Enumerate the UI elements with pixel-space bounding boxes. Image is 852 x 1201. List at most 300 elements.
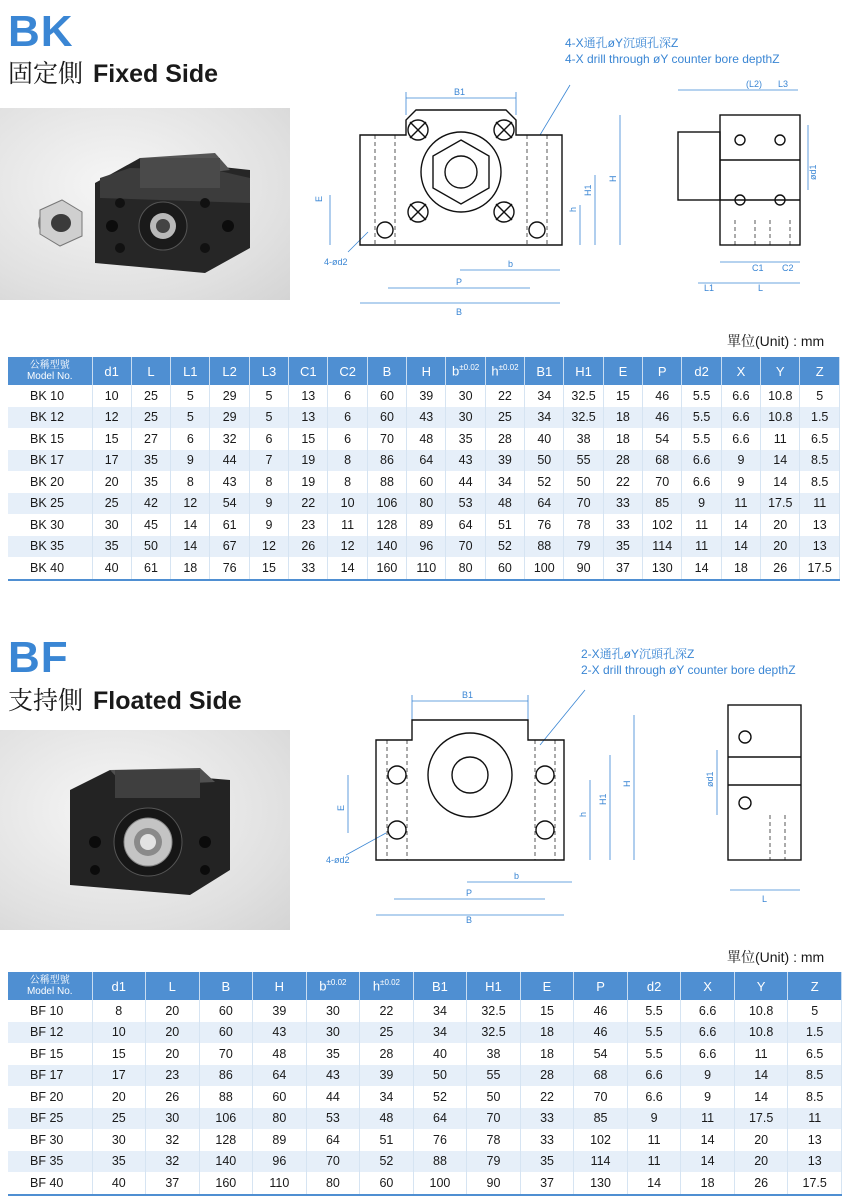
value-cell: 6 (328, 385, 367, 407)
value-cell: 35 (92, 536, 131, 558)
value-cell: 60 (367, 385, 406, 407)
value-cell: 11 (681, 1108, 735, 1130)
value-cell: 140 (199, 1151, 253, 1173)
bf-dim-B1: B1 (462, 690, 474, 700)
value-cell: 80 (446, 557, 485, 580)
value-cell: 106 (199, 1108, 253, 1130)
value-cell: 32.5 (467, 1000, 521, 1022)
value-cell: 60 (485, 557, 524, 580)
column-header-z: Z (788, 972, 842, 1000)
value-cell: 11 (627, 1129, 681, 1151)
table-row (8, 493, 840, 515)
table-row (8, 450, 840, 472)
value-cell: 34 (485, 471, 524, 493)
value-cell: 14 (761, 471, 800, 493)
model-header (8, 972, 92, 1000)
value-cell: 52 (360, 1151, 414, 1173)
value-cell: 80 (253, 1108, 307, 1130)
value-cell: 53 (306, 1108, 360, 1130)
value-cell: 12 (171, 493, 210, 515)
value-cell: 33 (520, 1108, 574, 1130)
value-cell: 30 (446, 407, 485, 429)
value-cell: 60 (360, 1172, 414, 1195)
value-cell: 12 (249, 536, 288, 558)
column-header-b: B (199, 972, 253, 1000)
value-cell: 46 (643, 385, 682, 407)
value-cell: 17.5 (761, 493, 800, 515)
value-cell: 89 (407, 514, 446, 536)
value-cell: 80 (306, 1172, 360, 1195)
value-cell: 90 (467, 1172, 521, 1195)
bf-table-header-row (8, 972, 842, 1000)
value-cell: 52 (413, 1086, 467, 1108)
value-cell: 11 (788, 1108, 842, 1130)
value-cell: 40 (92, 557, 131, 580)
table-row (8, 407, 840, 429)
value-cell: 22 (360, 1000, 414, 1022)
value-cell: 60 (199, 1000, 253, 1022)
value-cell: 55 (564, 450, 603, 472)
value-cell: 76 (525, 514, 564, 536)
value-cell: 5 (800, 385, 840, 407)
value-cell: 11 (328, 514, 367, 536)
value-cell: 25 (131, 385, 170, 407)
value-cell: 38 (467, 1043, 521, 1065)
value-cell: 48 (253, 1043, 307, 1065)
value-cell: 15 (92, 1043, 146, 1065)
bf-spec-table (8, 972, 842, 1196)
value-cell: 28 (360, 1043, 414, 1065)
value-cell: 30 (92, 514, 131, 536)
value-cell: 64 (446, 514, 485, 536)
bk-dim-L1: L1 (704, 283, 715, 293)
value-cell: 32 (210, 428, 249, 450)
value-cell: 19 (289, 471, 328, 493)
column-header-p: P (643, 357, 682, 385)
bk-callout-zh: 4-X通孔øY沉頭孔深Z (565, 36, 679, 50)
bf-subtitle (8, 688, 242, 714)
value-cell: 10.8 (761, 385, 800, 407)
value-cell: 32.5 (564, 385, 603, 407)
value-cell: 38 (564, 428, 603, 450)
value-cell: 11 (682, 536, 721, 558)
bf-dim-B: B (466, 915, 473, 925)
value-cell: 130 (574, 1172, 628, 1195)
value-cell: 50 (564, 471, 603, 493)
table-row (8, 1022, 842, 1044)
column-header-x: X (721, 357, 760, 385)
model-cell: BK 25 (8, 493, 92, 515)
bf-callout-en: 2-X drill through øY counter bore depthZ (581, 663, 796, 677)
bf-dimension-drawing (300, 685, 845, 925)
value-cell: 18 (520, 1022, 574, 1044)
value-cell: 33 (603, 514, 642, 536)
value-cell: 50 (131, 536, 170, 558)
value-cell: 43 (210, 471, 249, 493)
table-row (8, 1043, 842, 1065)
bf-dim-h: h (578, 811, 588, 817)
value-cell: 70 (574, 1086, 628, 1108)
value-cell: 39 (407, 385, 446, 407)
value-cell: 8 (92, 1000, 146, 1022)
value-cell: 18 (721, 557, 760, 580)
value-cell: 10.8 (734, 1000, 788, 1022)
value-cell: 34 (413, 1022, 467, 1044)
value-cell: 35 (520, 1151, 574, 1173)
value-cell: 40 (525, 428, 564, 450)
column-header-l: L (146, 972, 200, 1000)
value-cell: 9 (721, 471, 760, 493)
value-cell: 52 (525, 471, 564, 493)
value-cell: 6.6 (681, 1043, 735, 1065)
value-cell: 64 (253, 1065, 307, 1087)
column-header-c2: C2 (328, 357, 367, 385)
value-cell: 53 (446, 493, 485, 515)
value-cell: 11 (800, 493, 840, 515)
value-cell: 100 (525, 557, 564, 580)
value-cell: 37 (520, 1172, 574, 1195)
value-cell: 89 (253, 1129, 307, 1151)
value-cell: 6.6 (627, 1065, 681, 1087)
column-header-d1: d1 (92, 357, 131, 385)
bk-subtitle (8, 61, 218, 87)
bf-subtitle-en: Floated Side (93, 687, 242, 715)
value-cell: 20 (761, 536, 800, 558)
value-cell: 15 (92, 428, 131, 450)
bk-subtitle-zh: 固定側 (8, 59, 84, 88)
column-header-b1: B1 (525, 357, 564, 385)
value-cell: 10.8 (761, 407, 800, 429)
value-cell: 8.5 (788, 1065, 842, 1087)
model-cell: BK 17 (8, 450, 92, 472)
table-row (8, 1151, 842, 1173)
value-cell: 6.6 (682, 471, 721, 493)
value-cell: 70 (367, 428, 406, 450)
bf-dim-H: H (622, 780, 632, 787)
bk-dim-C1: C1 (752, 263, 764, 273)
value-cell: 48 (360, 1108, 414, 1130)
value-cell: 8 (328, 471, 367, 493)
value-cell: 5 (249, 385, 288, 407)
value-cell: 85 (574, 1108, 628, 1130)
value-cell: 22 (603, 471, 642, 493)
value-cell: 50 (525, 450, 564, 472)
value-cell: 35 (306, 1043, 360, 1065)
value-cell: 88 (367, 471, 406, 493)
column-header-h: H (407, 357, 446, 385)
value-cell: 45 (131, 514, 170, 536)
column-header-h: $h^{\pm 0.02}$ (360, 972, 414, 1000)
value-cell: 20 (92, 1086, 146, 1108)
value-cell: 5.5 (682, 428, 721, 450)
value-cell: 28 (485, 428, 524, 450)
bk-dim-H: H (608, 175, 618, 182)
value-cell: 14 (734, 1065, 788, 1087)
value-cell: 14 (682, 557, 721, 580)
value-cell: 51 (485, 514, 524, 536)
value-cell: 110 (253, 1172, 307, 1195)
value-cell: 32.5 (467, 1022, 521, 1044)
value-cell: 64 (306, 1129, 360, 1151)
bk-dim-B: B (456, 307, 463, 317)
value-cell: 20 (761, 514, 800, 536)
value-cell: 18 (681, 1172, 735, 1195)
value-cell: 64 (407, 450, 446, 472)
value-cell: 43 (253, 1022, 307, 1044)
bf-unit-en: (Unit) : mm (755, 949, 825, 965)
value-cell: 55 (467, 1065, 521, 1087)
value-cell: 8 (171, 471, 210, 493)
model-cell: BK 12 (8, 407, 92, 429)
value-cell: 34 (413, 1000, 467, 1022)
value-cell: 32 (146, 1129, 200, 1151)
value-cell: 9 (249, 514, 288, 536)
value-cell: 32 (146, 1151, 200, 1173)
value-cell: 13 (788, 1129, 842, 1151)
bk-table-header-row (8, 357, 840, 385)
value-cell: 130 (643, 557, 682, 580)
bk-subtitle-en: Fixed Side (93, 60, 219, 88)
bk-dim-h: h (568, 206, 578, 212)
model-cell: BF 10 (8, 1000, 92, 1022)
value-cell: 35 (446, 428, 485, 450)
value-cell: 88 (525, 536, 564, 558)
value-cell: 6.6 (681, 1022, 735, 1044)
value-cell: 9 (682, 493, 721, 515)
value-cell: 11 (761, 428, 800, 450)
column-header-b1: B1 (413, 972, 467, 1000)
table-row (8, 428, 840, 450)
bk-table-body (8, 385, 840, 580)
value-cell: 70 (467, 1108, 521, 1130)
table-row (8, 1000, 842, 1022)
value-cell: 79 (564, 536, 603, 558)
value-cell: 18 (603, 407, 642, 429)
value-cell: 102 (574, 1129, 628, 1151)
value-cell: 26 (734, 1172, 788, 1195)
bk-dim-d1: ød1 (808, 164, 818, 180)
value-cell: 70 (564, 493, 603, 515)
bf-dim-d2: 4-ød2 (326, 855, 350, 865)
tolerance-label: ±0.02 (459, 363, 480, 373)
value-cell: 40 (92, 1172, 146, 1195)
value-cell: 25 (92, 493, 131, 515)
value-cell: 33 (289, 557, 328, 580)
value-cell: 14 (721, 536, 760, 558)
bf-dim-P: P (466, 888, 473, 898)
bk-dim-P: P (456, 277, 463, 287)
value-cell: 78 (467, 1129, 521, 1151)
model-cell: BF 17 (8, 1065, 92, 1087)
value-cell: 5 (249, 407, 288, 429)
value-cell: 6.6 (721, 428, 760, 450)
value-cell: 88 (199, 1086, 253, 1108)
value-cell: 8 (249, 471, 288, 493)
column-header-e: E (520, 972, 574, 1000)
value-cell: 43 (446, 450, 485, 472)
table-row (8, 1172, 842, 1195)
model-cell: BF 30 (8, 1129, 92, 1151)
value-cell: 100 (413, 1172, 467, 1195)
value-cell: 10 (92, 1022, 146, 1044)
value-cell: 30 (306, 1000, 360, 1022)
column-header-x: X (681, 972, 735, 1000)
value-cell: 9 (721, 450, 760, 472)
column-header-y: Y (734, 972, 788, 1000)
value-cell: 19 (289, 450, 328, 472)
value-cell: 54 (210, 493, 249, 515)
bk-dimension-drawing (300, 70, 845, 320)
bk-callout-en: 4-X drill through øY counter bore depthZ (565, 52, 780, 66)
value-cell: 26 (761, 557, 800, 580)
value-cell: 1.5 (788, 1022, 842, 1044)
column-header-b: B (367, 357, 406, 385)
model-cell: BF 20 (8, 1086, 92, 1108)
value-cell: 7 (249, 450, 288, 472)
value-cell: 42 (131, 493, 170, 515)
value-cell: 15 (249, 557, 288, 580)
tolerance-label: ±0.02 (326, 978, 347, 988)
value-cell: 33 (603, 493, 642, 515)
bf-dim-b: b (514, 871, 520, 881)
value-cell: 6 (328, 428, 367, 450)
value-cell: 13 (788, 1151, 842, 1173)
value-cell: 26 (289, 536, 328, 558)
value-cell: 17.5 (800, 557, 840, 580)
column-header-d2: d2 (682, 357, 721, 385)
bk-spec-table (8, 357, 840, 581)
value-cell: 6.6 (721, 407, 760, 429)
value-cell: 9 (249, 493, 288, 515)
table-row (8, 1108, 842, 1130)
value-cell: 6.6 (682, 450, 721, 472)
value-cell: 88 (413, 1151, 467, 1173)
bf-table-body (8, 1000, 842, 1195)
value-cell: 5.5 (682, 385, 721, 407)
value-cell: 86 (367, 450, 406, 472)
value-cell: 17 (92, 1065, 146, 1087)
column-header-b: $b^{\pm 0.02}$ (306, 972, 360, 1000)
value-cell: 6.6 (721, 385, 760, 407)
table-row (8, 471, 840, 493)
value-cell: 128 (367, 514, 406, 536)
tolerance-label: ±0.02 (498, 363, 519, 373)
value-cell: 27 (131, 428, 170, 450)
value-cell: 60 (407, 471, 446, 493)
value-cell: 50 (413, 1065, 467, 1087)
bk-dim-L2: (L2) (746, 79, 763, 89)
value-cell: 9 (681, 1065, 735, 1087)
value-cell: 11 (682, 514, 721, 536)
value-cell: 68 (643, 450, 682, 472)
bf-dim-H1: H1 (598, 793, 608, 805)
value-cell: 14 (627, 1172, 681, 1195)
model-header-en: Model No. (26, 986, 73, 997)
value-cell: 35 (603, 536, 642, 558)
value-cell: 86 (199, 1065, 253, 1087)
value-cell: 14 (681, 1129, 735, 1151)
value-cell: 15 (289, 428, 328, 450)
value-cell: 80 (407, 493, 446, 515)
value-cell: 48 (485, 493, 524, 515)
value-cell: 28 (603, 450, 642, 472)
column-header-b: $b^{\pm 0.02}$ (446, 357, 485, 385)
value-cell: 20 (146, 1043, 200, 1065)
value-cell: 160 (199, 1172, 253, 1195)
model-header-en: Model No. (26, 371, 73, 382)
value-cell: 68 (574, 1065, 628, 1087)
value-cell: 8 (328, 450, 367, 472)
value-cell: 6.5 (788, 1043, 842, 1065)
model-cell: BK 30 (8, 514, 92, 536)
value-cell: 1.5 (800, 407, 840, 429)
value-cell: 25 (360, 1022, 414, 1044)
value-cell: 79 (467, 1151, 521, 1173)
value-cell: 5.5 (627, 1000, 681, 1022)
value-cell: 50 (467, 1086, 521, 1108)
table-row (8, 514, 840, 536)
model-cell: BF 15 (8, 1043, 92, 1065)
value-cell: 110 (407, 557, 446, 580)
bk-unit-en: (Unit) : mm (755, 333, 825, 349)
bf-dim-L: L (762, 894, 768, 904)
value-cell: 70 (446, 536, 485, 558)
column-header-l: L (131, 357, 170, 385)
value-cell: 20 (146, 1000, 200, 1022)
value-cell: 39 (253, 1000, 307, 1022)
value-cell: 39 (485, 450, 524, 472)
column-header-h1: H1 (467, 972, 521, 1000)
value-cell: 51 (360, 1129, 414, 1151)
value-cell: 18 (520, 1043, 574, 1065)
value-cell: 96 (253, 1151, 307, 1173)
table-row (8, 1065, 842, 1087)
value-cell: 20 (734, 1151, 788, 1173)
value-cell: 46 (574, 1000, 628, 1022)
value-cell: 64 (525, 493, 564, 515)
value-cell: 14 (171, 514, 210, 536)
value-cell: 17.5 (788, 1172, 842, 1195)
value-cell: 90 (564, 557, 603, 580)
bk-product-photo (0, 108, 290, 300)
model-cell: BK 35 (8, 536, 92, 558)
value-cell: 6.5 (800, 428, 840, 450)
value-cell: 23 (289, 514, 328, 536)
value-cell: 35 (131, 471, 170, 493)
bk-unit-label (727, 331, 824, 351)
value-cell: 61 (131, 557, 170, 580)
bf-product-photo (0, 730, 290, 930)
column-header-h: H (253, 972, 307, 1000)
value-cell: 64 (413, 1108, 467, 1130)
table-row (8, 536, 840, 558)
value-cell: 30 (92, 1129, 146, 1151)
value-cell: 30 (146, 1108, 200, 1130)
value-cell: 28 (520, 1065, 574, 1087)
table-row (8, 557, 840, 580)
bf-callout-zh: 2-X通孔øY沉頭孔深Z (581, 647, 695, 661)
value-cell: 20 (92, 471, 131, 493)
bk-unit-zh: 單位 (727, 334, 755, 350)
value-cell: 46 (643, 407, 682, 429)
value-cell: 160 (367, 557, 406, 580)
bk-dim-E: E (314, 195, 324, 202)
value-cell: 43 (306, 1065, 360, 1087)
value-cell: 13 (800, 536, 840, 558)
value-cell: 14 (734, 1086, 788, 1108)
bk-dim-b: b (508, 259, 514, 269)
table-row (8, 385, 840, 407)
